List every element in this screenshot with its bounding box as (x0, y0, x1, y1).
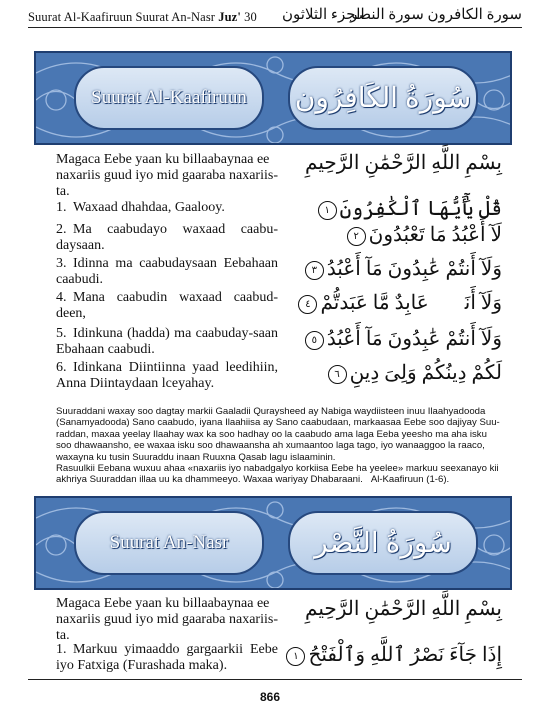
verse-number: 1. (56, 642, 67, 657)
commentary-text: Rasuulkii Eebana wuxuu ahaa «naxariis iyo nabadgalyo korkiisa Eebe ha yeelee» markuu seexanayo kii akhriya Suuraddan illaa uu ka dhammeeyo. Waxaa wariyay Dhabaraani. (56, 463, 499, 486)
verse-end-marker: ٥ (305, 331, 324, 350)
verse-number: 2. (56, 222, 67, 237)
verse-number: 6. (56, 360, 67, 375)
verse-number: 5. (56, 326, 67, 341)
verse-text: Waxaad dhahdaa, Gaalooy. (73, 200, 225, 215)
verse-number: 1. (56, 200, 67, 215)
verse-text: Markuu yimaaddo gargaarkii Eebe iyo Fatxiga (Furashada maka). (56, 642, 278, 673)
verse-translation (56, 222, 278, 254)
verse-arabic (302, 326, 502, 351)
surah-title: Suurat Al-Kaafiruun (91, 87, 247, 108)
verse-end-marker: ٦ (328, 365, 347, 384)
surah-title-plate-arabic (288, 66, 478, 130)
verse-text: Idinkana Diintiinna yaad leedihiin, Anna Diintaydaan lceyahay. (56, 360, 278, 391)
verse-arabic-text: وَلَآ أَنتُمْ عَٰبِدُونَ مَآ أَعْبُدُ (326, 328, 502, 350)
footer-rule (28, 679, 522, 680)
surah-title-arabic: سُورَةُ الكَافِرُون (294, 83, 472, 114)
verse-end-marker: ١ (318, 201, 337, 220)
verse-end-marker: ١ (286, 647, 305, 666)
basmala-arabic: بِسْمِ اللَّهِ الرَّحْمَٰنِ الرَّحِيمِ (305, 598, 502, 620)
verse-arabic-text: لَآ أَعْبُدُ مَا تَعْبُدُونَ (368, 224, 502, 246)
commentary (56, 406, 502, 486)
surah-banner (34, 496, 512, 590)
verse-arabic (325, 360, 502, 385)
commentary-reference: Al-Kaafiruun (1-6). (370, 474, 450, 486)
verse-arabic (315, 196, 502, 221)
header-juz-label: Juz' (218, 10, 241, 24)
verse-end-marker: ٤ (298, 295, 317, 314)
verse-text: Idinna ma caabudaysaan Eebahaan caabudi. (56, 256, 278, 287)
basmala-translation: Magaca Eebe yaan ku billaabaynaa ee naxariis guud iyo mid gaaraba naxariis-ta. (56, 152, 278, 199)
page-number: 866 (259, 690, 281, 704)
verse-translation (56, 256, 278, 288)
verse-translation (56, 200, 278, 216)
verse-text: Ma caabudayo waxaad caabu-daysaan. (56, 222, 278, 253)
verse-number: 3. (56, 256, 67, 271)
verse-arabic-text: وَلَآ أَنَا۠ عَابِدٌ مَّا عَبَدتُّمْ (320, 292, 502, 314)
verse-translation (56, 326, 278, 358)
verse-translation (56, 360, 278, 392)
header-left (28, 10, 257, 25)
verse-text: Idinkuna (hadda) ma caabuday-saan Ebahaan caabudi. (56, 326, 278, 357)
verse-arabic-text: قُلْ يَٰٓأَيُّهَا ٱلْكَٰفِرُونَ (339, 198, 502, 220)
header-rule (28, 27, 522, 28)
surah-title-plate-arabic (288, 511, 478, 575)
verse-arabic-text: وَلَآ أَنتُمْ عَٰبِدُونَ مَآ أَعْبُدُ (326, 258, 502, 280)
basmala-translation: Magaca Eebe yaan ku billaabaynaa ee naxariis guud iyo mid gaaraba naxariis-ta. (56, 596, 278, 643)
verse-arabic (302, 256, 502, 281)
commentary-paragraph (56, 463, 502, 486)
verse-translation (56, 642, 278, 674)
header-juz-arabic: الجزء الثلاثون (282, 7, 365, 23)
verse-translation (56, 290, 278, 322)
surah-title-plate (74, 66, 264, 130)
verse-number: 4. (56, 290, 67, 305)
verse-arabic (344, 222, 502, 247)
verse-end-marker: ٢ (347, 227, 366, 246)
running-header (28, 4, 522, 28)
header-surah-names: Suurat Al-Kaafiruun Suurat An-Nasr (28, 10, 216, 24)
verse-arabic (283, 642, 502, 667)
basmala-arabic: بِسْمِ اللَّهِ الرَّحْمَٰنِ الرَّحِيمِ (305, 152, 502, 174)
header-juz-number: 30 (244, 10, 257, 24)
verse-arabic (295, 290, 502, 315)
verse-text: Mana caabudin waxaad caabud-deen, (56, 290, 278, 321)
verse-arabic-text: إِذَا جَآءَ نَصْرُ ٱللَّهِ وَٱلْفَتْحُ (308, 644, 502, 666)
header-surah-names-arabic: سورة الكافرون سورة النصر (350, 7, 522, 23)
surah-banner (34, 51, 512, 145)
surah-title-plate (74, 511, 264, 575)
surah-title: Suurat An-Nasr (109, 532, 229, 553)
commentary-paragraph: Suuraddani waxay soo dagtay markii Gaaladii Quraysheed ay Nabiga waydiisteen inuu Ilaahyadooda (Sanamyadooda) Sano caabudo, iyana Ilaahiisa ay Sano caabudaan, markaasaa Eebe soo dajiyay Suu-raddan, maxaa yeelay Ilaahay wax ka soo hadhay oo la caabudo ama laga Eeba yeesho ma aha isku soo dhawaansho, ee waxaa isku soo dhawaansha ah xumaantoo laga tago, iyo wanaaggoo la raaco, waxayna ku tusin Suuraddu inaan Ruuxna Qasab lagu islaaminin. (56, 406, 500, 463)
verse-end-marker: ٣ (305, 261, 324, 280)
surah-title-arabic: سُورَةُ النَّصْر (314, 528, 452, 559)
verse-arabic-text: لَكُمْ دِينُكُمْ وَلِىَ دِينِ (349, 362, 502, 384)
